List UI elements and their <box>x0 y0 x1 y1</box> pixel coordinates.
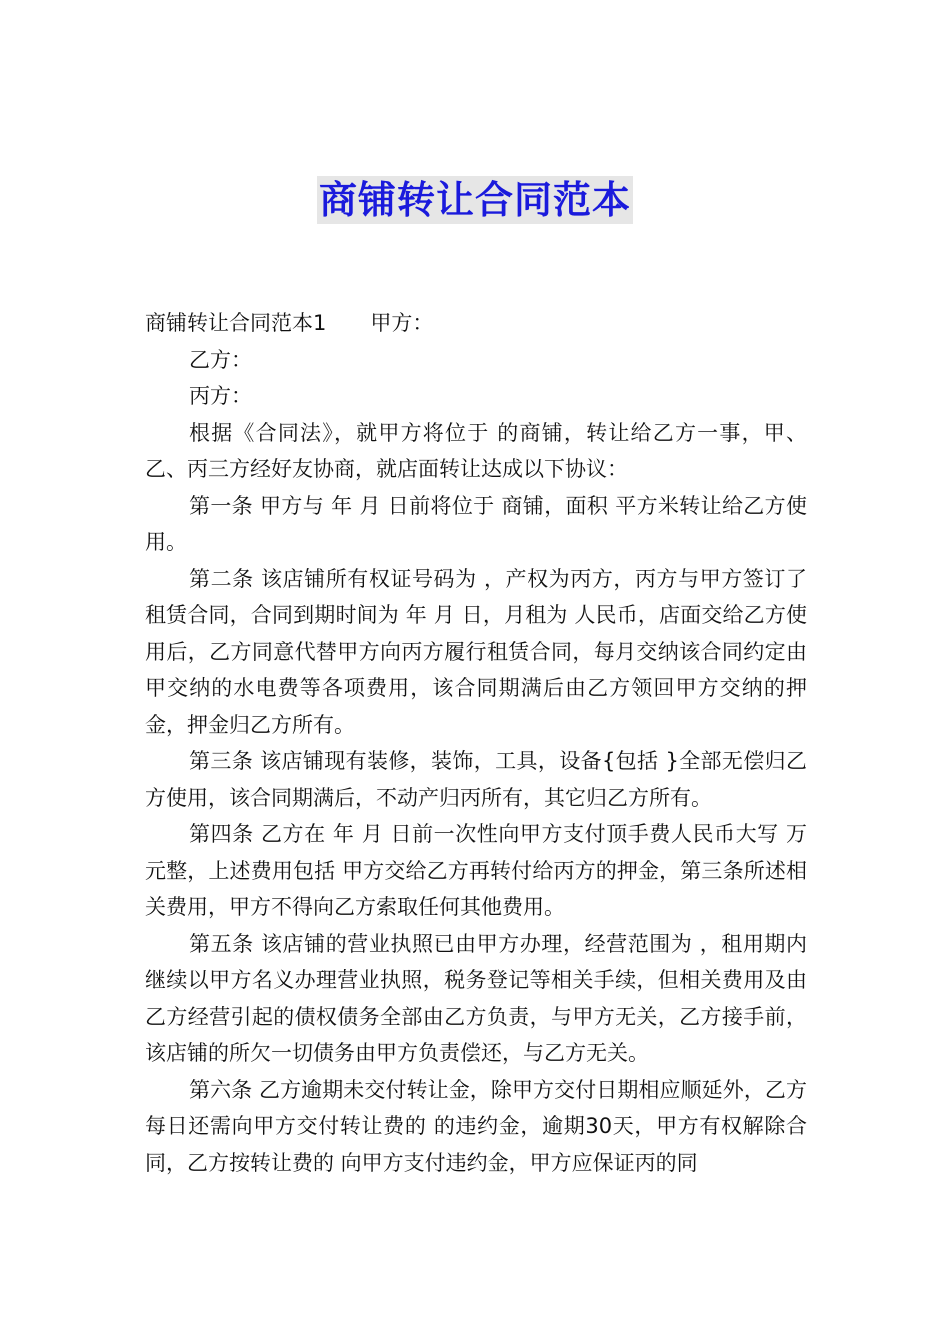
document-body <box>145 305 807 1181</box>
preamble-paragraph: 根据《合同法》，就甲方将位于 的商铺，转让给乙方一事，甲、乙、丙三方经好友协商，就店面转让达成以下协议： <box>145 420 807 481</box>
party-a-label: 甲方： <box>370 311 434 335</box>
article-6: 第六条 乙方逾期未交付转让金，除甲方交付日期相应顺延外，乙方每日还需向甲方交付转让费的 的违约金，逾期30天，甲方有权解除合同，乙方按转让费的 向甲方支付违约金，甲方应保证丙的同 <box>145 1077 807 1175</box>
article-1: 第一条 甲方与 年 月 日前将位于 商铺，面积 平方米转让给乙方使用。 <box>145 493 807 554</box>
article-3: 第三条 该店铺现有装修，装饰，工具，设备{包括 }全部无偿归乙方使用，该合同期满后，不动产归丙所有，其它归乙方所有。 <box>145 749 807 810</box>
article-4: 第四条 乙方在 年 月 日前一次性向甲方支付顶手费人民币大写 万元整，上述费用包括 甲方交给乙方再转付给丙方的押金，第三条所述相关费用，甲方不得向乙方索取任何其他费用。 <box>145 822 807 919</box>
title-container <box>0 176 950 224</box>
heading-line <box>145 305 807 342</box>
article-5: 第五条 该店铺的营业执照已由甲方办理，经营范围为 ，租用期内继续以甲方名义办理营业执照，税务登记等相关手续，但相关费用及由乙方经营引起的债权债务全部由乙方负责，与甲方无关，乙方接手前，该店铺的所欠一切债务由甲方负责偿还，与乙方无关。 <box>145 931 807 1065</box>
document-title: 商铺转让合同范本 <box>318 178 631 222</box>
party-b-line: 乙方： <box>189 347 252 372</box>
party-c-line: 丙方： <box>189 384 252 408</box>
contract-label: 商铺转让合同范本1 <box>145 311 327 335</box>
article-2: 第二条 该店铺所有权证号码为 ，产权为丙方，丙方与甲方签订了租赁合同，合同到期时间为 年 月 日，月租为 人民币，店面交给乙方使用后，乙方同意代替甲方向丙方履行租赁合同，每月交纳该合同约定由甲交纳的水电费等各项费用，该合同期满后由乙方领回甲方交纳的押金，押金归乙方所有。 <box>145 566 807 737</box>
